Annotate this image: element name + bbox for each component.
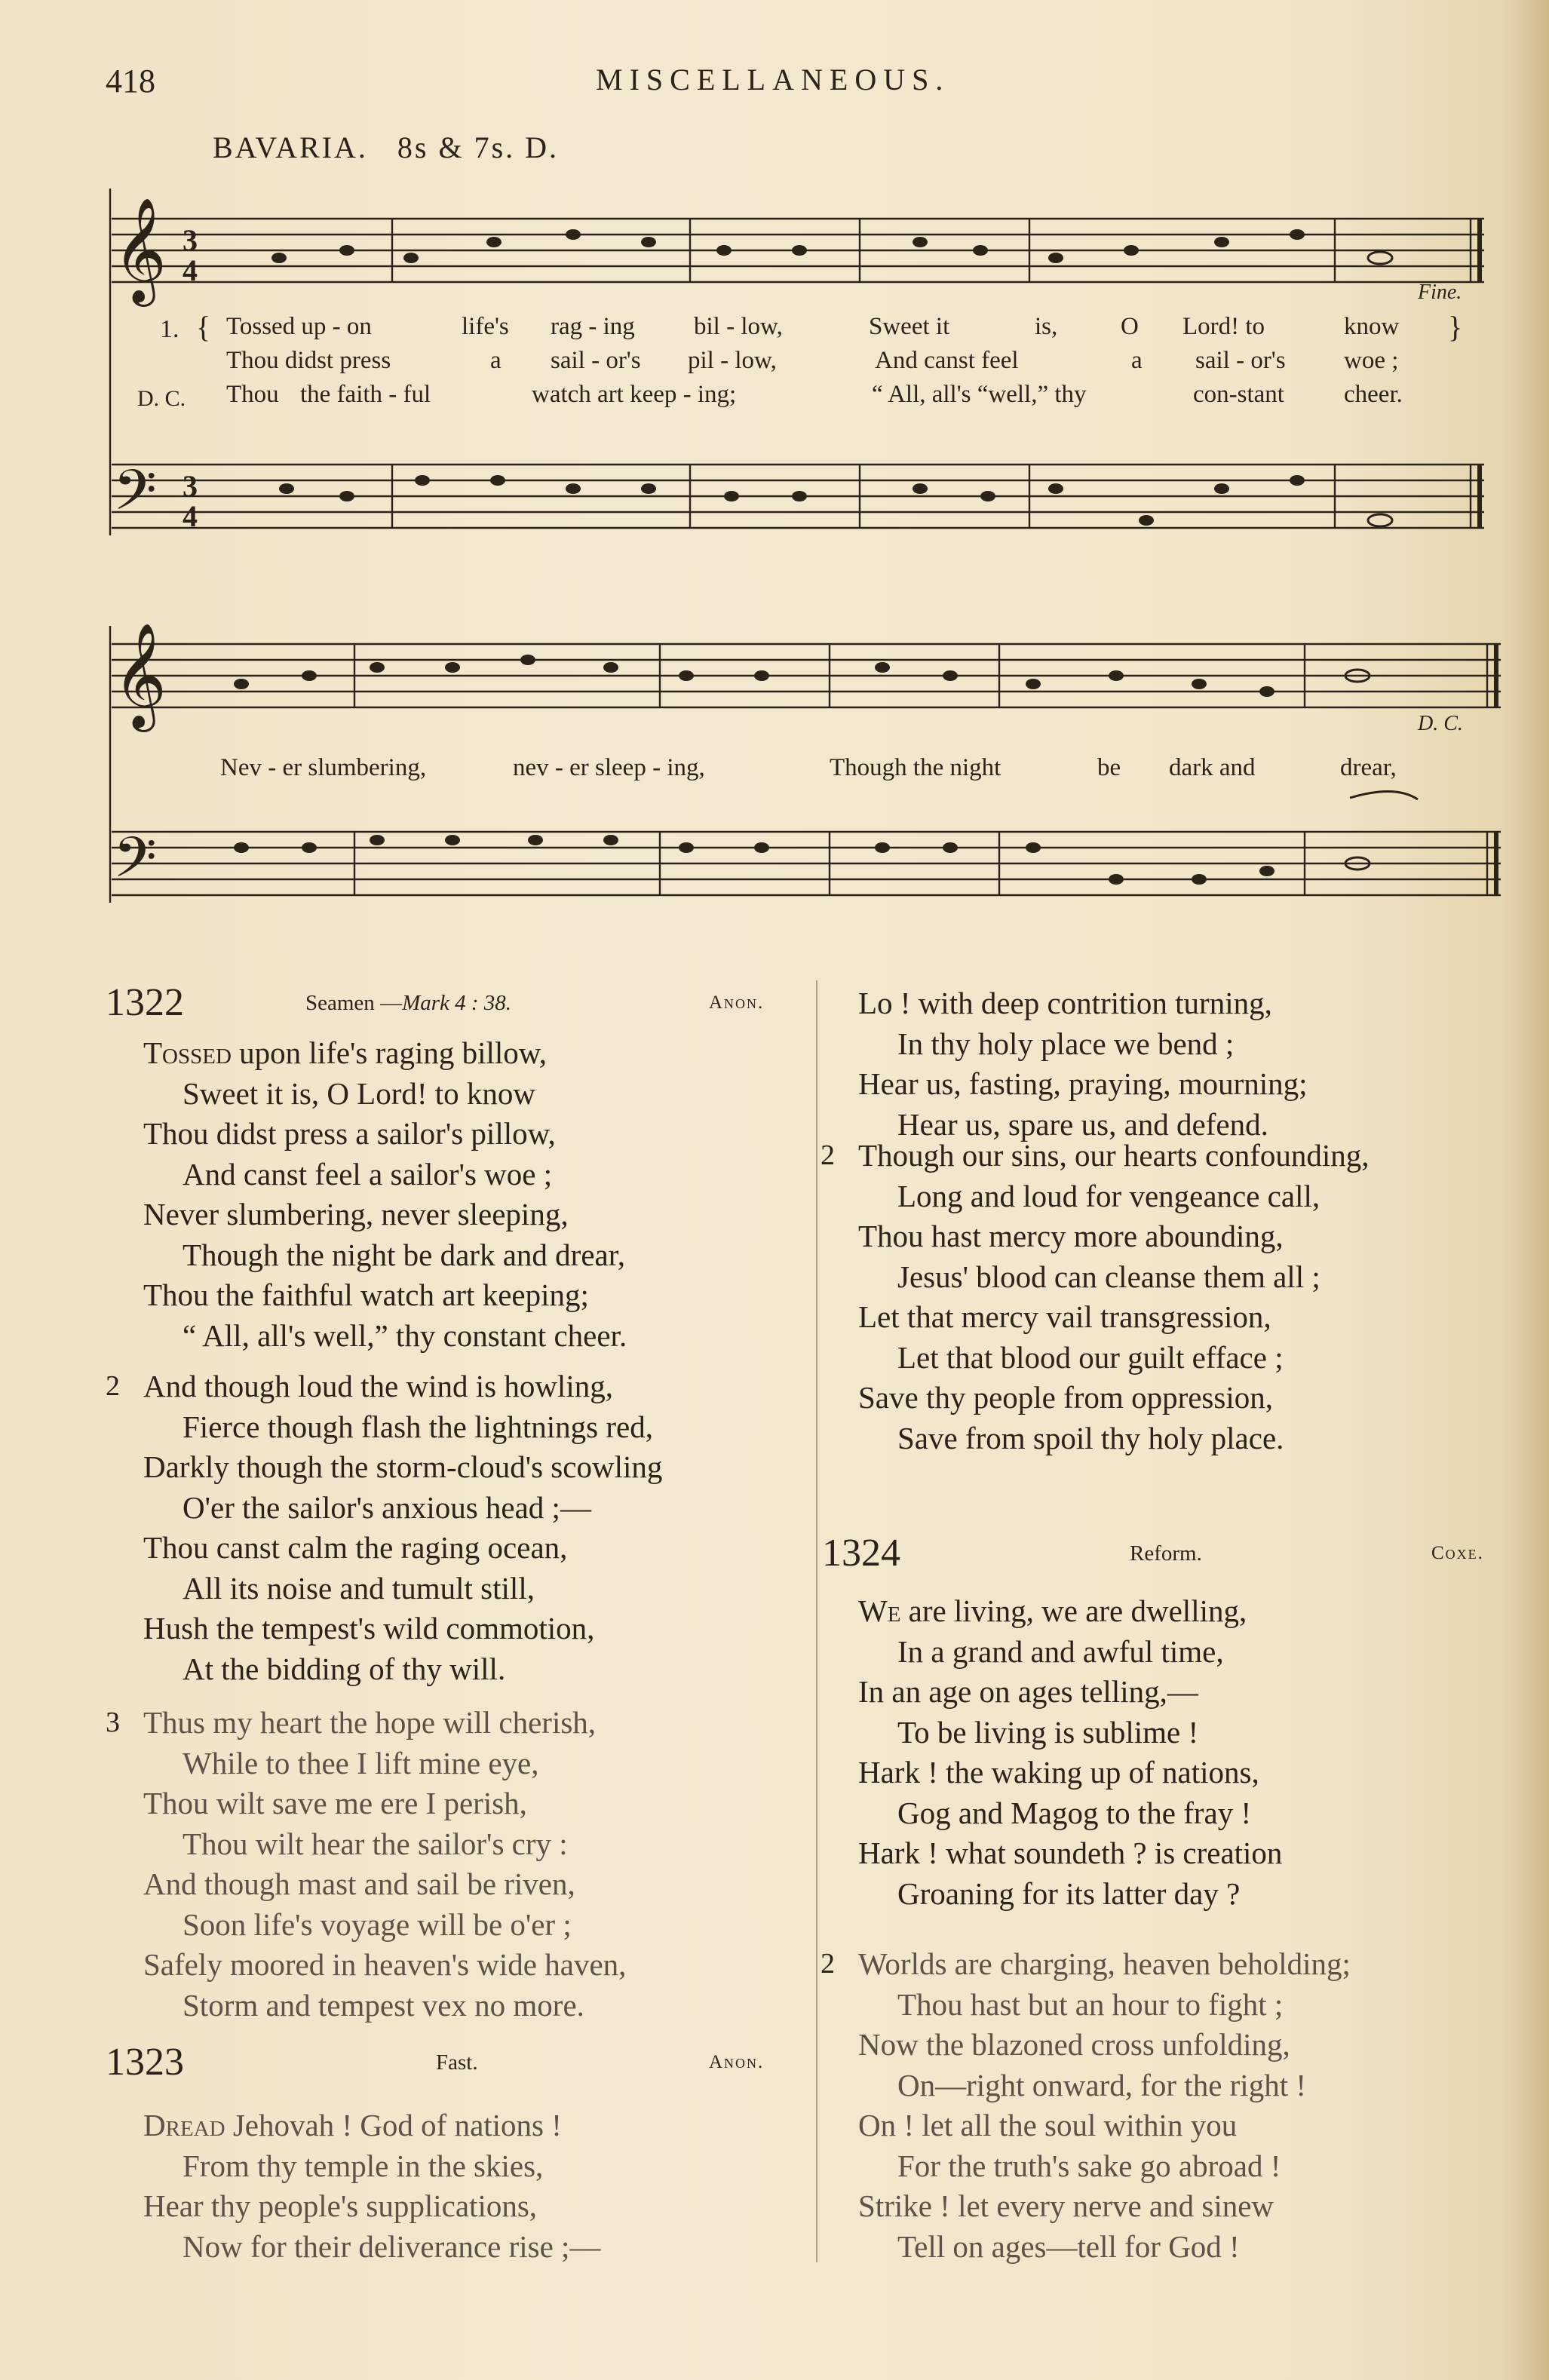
hymn-1323-stanza-1b [858, 983, 1308, 1145]
verse-line: Soon life's voyage will be o'er ; [183, 1906, 572, 1942]
verse-line: Now for their deliverance rise ;— [183, 2228, 601, 2264]
lyric-line-3 [226, 381, 1403, 409]
hymn-1322-stanza-1 [143, 1033, 627, 1356]
hymn-1322-header [106, 980, 784, 1025]
lyric-syllable: life's [462, 313, 509, 340]
verse-line: upon life's raging billow, [239, 1035, 547, 1070]
verse-line: Hush the tempest's wild commotion, [143, 1611, 595, 1645]
treble-clef-icon-2: 𝄞 [113, 623, 167, 728]
hymn-scripture-ref: Mark 4 : 38. [402, 991, 512, 1015]
music-staves [0, 0, 1549, 935]
verse-line: Hear us, spare us, and defend. [897, 1106, 1268, 1142]
lyric-syllable: O [1121, 313, 1139, 340]
verse-line: To be living is sublime ! [897, 1714, 1199, 1750]
lyric-syllable: con-stant [1193, 381, 1284, 408]
hymn-topic: Reform. [1130, 1541, 1202, 1566]
verse-line: Hark ! what soundeth ? is creation [858, 1836, 1283, 1870]
hymn-1324-stanza-1 [858, 1591, 1282, 1914]
verse-line: On ! let all the soul within you [858, 2108, 1238, 2142]
dc-end-label: D. C. [1418, 712, 1463, 735]
bass-clef-icon: 𝄢 [113, 458, 157, 537]
hymn-1322-stanza-2 [143, 1366, 662, 1689]
verse-line: Save thy people from oppression, [858, 1380, 1273, 1415]
hymn-1324-header [822, 1531, 1508, 1575]
bass-staff-2 [112, 832, 1501, 895]
bass-clef-icon-2: 𝄢 [113, 825, 157, 904]
verse-line: O'er the sailor's anxious head ;— [183, 1489, 591, 1525]
lyric-line-2 [226, 347, 1399, 375]
verse-line: While to thee I lift mine eye, [183, 1745, 539, 1780]
hymn-topic: Seamen [305, 991, 375, 1015]
verse-line: Gog and Magog to the fray ! [897, 1795, 1252, 1830]
hymn-1322-stanza-3 [143, 1703, 626, 2026]
verse-number: 1. [160, 315, 179, 343]
right-brace-icon: } [1448, 310, 1463, 344]
verse-line: Tell on ages—tell for God ! [897, 2228, 1240, 2264]
lyric-syllable: a [1131, 347, 1143, 374]
verse-line: Though our sins, our hearts confounding, [858, 1138, 1370, 1173]
lyric-syllable: bil - low, [694, 313, 783, 340]
time-signature-4: 4 [183, 253, 198, 287]
verse-line: For the truth's sake go abroad ! [897, 2148, 1281, 2183]
lyric-syllable: rag - ing [551, 313, 635, 340]
verse-line: Fierce though flash the lightnings red, [183, 1409, 653, 1444]
hymn-author: Coxe. [1431, 1543, 1484, 1563]
hymn-1323-header [106, 2040, 784, 2084]
verse-line: Lo ! with deep contrition turning, [858, 986, 1272, 1020]
lyric-syllable: Tossed up - on [226, 313, 372, 340]
verse-line: Let that mercy vail transgression, [858, 1299, 1271, 1334]
lyric-syllable: be [1097, 754, 1121, 781]
verse-line: Thou hast but an hour to fight ; [897, 1986, 1284, 2022]
verse-line: Sweet it is, O Lord! to know [183, 1075, 536, 1111]
verse-line: Let that blood our guilt efface ; [897, 1339, 1284, 1375]
left-brace-icon: { [196, 310, 211, 344]
verse-line: All its noise and tumult still, [183, 1570, 535, 1606]
verse-line: Thou the faithful watch art keeping; [143, 1277, 589, 1312]
verse-line: Though the night be dark and drear, [183, 1237, 625, 1272]
lyric-syllable: pil - low, [688, 347, 777, 374]
verse-line: And though loud the wind is howling, [143, 1369, 613, 1403]
lyric-syllable: watch art keep - ing; [532, 381, 737, 408]
verse-line: And though mast and sail be riven, [143, 1866, 575, 1901]
lyric-syllable: Nev - er slumbering, [220, 754, 427, 781]
stanza-number: 2 [821, 1948, 835, 1980]
lyric-line-4 [220, 754, 1397, 782]
verse-line: Thou hast mercy more abounding, [858, 1219, 1284, 1253]
lyric-syllable: cheer. [1344, 381, 1403, 408]
lyric-syllable: the faith - ful [300, 381, 431, 408]
page-number: 418 [106, 63, 155, 100]
verse-line: Thou didst press a sailor's pillow, [143, 1116, 556, 1151]
verse-line: “ All, all's well,” thy constant cheer. [183, 1317, 627, 1353]
lyric-syllable: woe ; [1344, 347, 1399, 374]
verse-line: Groaning for its latter day ? [897, 1875, 1241, 1911]
verse-line: Thou canst calm the raging ocean, [143, 1530, 568, 1565]
lyric-syllable: know [1344, 313, 1400, 340]
verse-line: Save from spoil thy holy place. [897, 1420, 1284, 1455]
hymn-1323-stanza-2 [858, 1136, 1370, 1458]
tune-meter: 8s & 7s. D. [397, 130, 560, 164]
verse-line: Never slumbering, never sleeping, [143, 1197, 569, 1231]
lyric-syllable: Thou [226, 381, 279, 408]
verse-line: Now the blazoned cross unfolding, [858, 2027, 1290, 2062]
verse-line: From thy temple in the skies, [183, 2148, 544, 2183]
verse-line: Jehovah ! God of nations ! [232, 2108, 562, 2142]
lyric-syllable: And canst feel [875, 347, 1019, 374]
verse-line: Darkly though the storm-cloud's scowling [143, 1449, 663, 1484]
lyric-syllable: Sweet it [869, 313, 950, 340]
stanza-number: 3 [106, 1707, 120, 1738]
first-word: Dread [143, 2108, 225, 2142]
verse-line: In an age on ages telling,— [858, 1674, 1198, 1709]
verse-line: Hear thy people's supplications, [143, 2188, 538, 2223]
stanza-number: 2 [106, 1370, 120, 1402]
lyric-syllable: sail - or's [1195, 347, 1286, 374]
time-signature-4-bass: 4 [183, 499, 198, 533]
verse-line: Safely moored in heaven's wide haven, [143, 1947, 627, 1982]
verse-line: Thus my heart the hope will cherish, [143, 1705, 597, 1740]
time-signature-3-bass: 3 [183, 469, 198, 503]
column-divider [816, 980, 817, 2262]
verse-line: Long and loud for vengeance call, [897, 1178, 1320, 1213]
section-title: MISCELLANEOUS. [596, 63, 950, 97]
verse-line: In a grand and awful time, [897, 1633, 1224, 1669]
treble-clef-icon: 𝄞 [113, 198, 167, 302]
stanza-number: 2 [821, 1139, 835, 1171]
verse-line: And canst feel a sailor's woe ; [183, 1156, 553, 1192]
lyric-syllable: is, [1035, 313, 1058, 340]
lyric-line-1 [226, 313, 1400, 341]
verse-line: Hear us, fasting, praying, mourning; [858, 1066, 1308, 1101]
lyric-syllable: a [490, 347, 502, 374]
first-word: We [858, 1593, 901, 1628]
dc-label: D. C. [137, 386, 186, 411]
hymn-1323-stanza-1a [143, 2106, 600, 2267]
verse-line: are living, we are dwelling, [908, 1593, 1247, 1628]
verse-line: Strike ! let every nerve and sinew [858, 2188, 1274, 2223]
hymn-topic-line: Seamen —Mark 4 : 38. [305, 991, 512, 1015]
lyric-syllable: sail - or's [551, 347, 641, 374]
verse-line: Thou wilt save me ere I perish, [143, 1786, 527, 1820]
lyric-syllable: Lord! to [1182, 313, 1265, 340]
slur-mark [1350, 791, 1418, 799]
hymn-number: 1323 [106, 2041, 184, 2084]
lyric-syllable: nev - er sleep - ing, [513, 754, 705, 781]
fine-label: Fine. [1418, 281, 1462, 304]
verse-line: On—right onward, for the right ! [897, 2067, 1306, 2102]
verse-line: Jesus' blood can cleanse them all ; [897, 1259, 1320, 1294]
lyric-syllable: drear, [1340, 754, 1397, 781]
lyric-syllable: “ All, all's “well,” thy [872, 381, 1087, 408]
first-word: Tossed [143, 1035, 232, 1070]
verse-line: Storm and tempest vex no more. [183, 1987, 584, 2023]
verse-line: In thy holy place we bend ; [897, 1026, 1235, 1061]
hymn-topic: Fast. [436, 2050, 478, 2075]
verse-line: Worlds are charging, heaven beholding; [858, 1946, 1351, 1981]
noteheads-1 [271, 229, 1392, 526]
treble-staff-2 [112, 644, 1501, 707]
hymn-author: Anon. [709, 2052, 765, 2072]
verse-line: Thou wilt hear the sailor's cry : [183, 1826, 568, 1861]
time-signature-3: 3 [183, 223, 198, 257]
lyric-syllable: dark and [1169, 754, 1256, 781]
verse-line: At the bidding of thy will. [183, 1651, 506, 1686]
hymn-number: 1324 [822, 1532, 900, 1575]
tune-name: BAVARIA. [213, 130, 368, 164]
hymn-number: 1322 [106, 981, 184, 1024]
hymn-author: Anon. [709, 992, 765, 1013]
hymn-1324-stanza-2 [858, 1944, 1351, 2267]
verse-line: Hark ! the waking up of nations, [858, 1755, 1259, 1790]
lyric-syllable: Though the night [830, 754, 1001, 781]
lyric-syllable: Thou didst press [226, 347, 391, 374]
